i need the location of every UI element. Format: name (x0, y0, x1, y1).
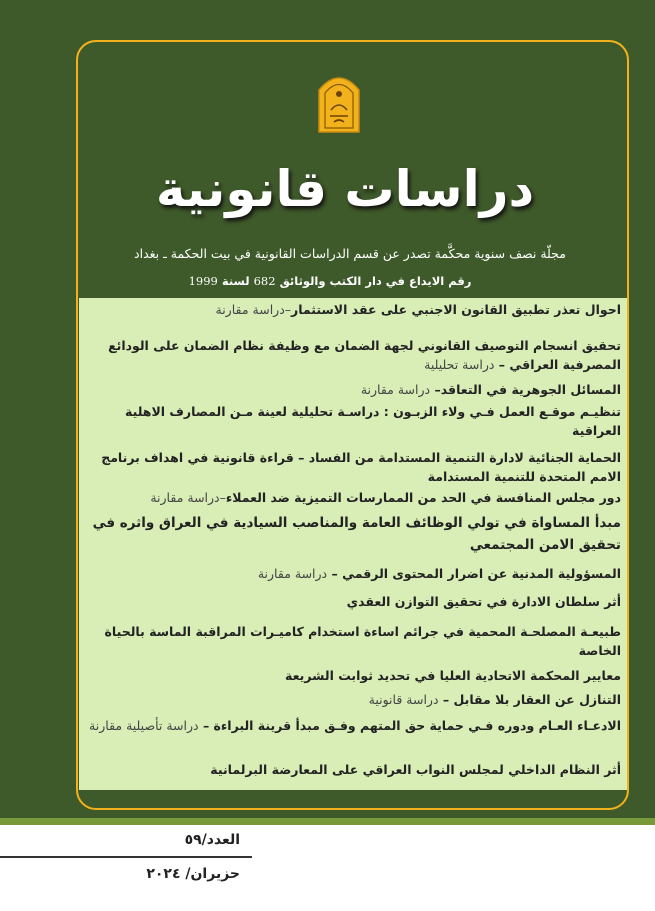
toc-entry-kind: دراسة مقارنة (360, 382, 431, 397)
toc-entry-title: التنازل عن العقار بلا مقابل – (442, 692, 621, 707)
toc-entry (83, 402, 621, 440)
toc-entry (83, 380, 621, 399)
issue-number: العدد/٥٩ (184, 832, 240, 848)
journal-title: دراسات قانونية (155, 160, 535, 218)
toc-entry-title: المسؤولية المدنية عن اضرار المحتوى الرقمي – (331, 566, 621, 581)
toc-entry-kind: دراسة قانونية (368, 692, 439, 707)
toc-entry (83, 690, 621, 709)
toc-entry-title: دور مجلس المنافسة في الحد من الممارسات التميزية ضد العملاء (225, 490, 621, 505)
deposit-line (120, 274, 540, 288)
toc-entry-title: أثر النظام الداخلي لمجلس النواب العراقي على المعارضة البرلمانية (210, 762, 621, 777)
toc-entry-title: احوال تعذر تطبيق القانون الاجنبي على عقد الاستثمار (291, 302, 621, 317)
toc-entry-title: تنظيـم موقـع العمل فـي ولاء الزبـون : دراسـة تحليلية لعينة مـن المصارف الاهلية العراقية (125, 404, 621, 438)
toc-entry-kind: –دراسة مقارنة (215, 302, 292, 317)
toc-entry-kind: دراسة تأصيلية مقارنة (89, 718, 199, 733)
toc-entry (83, 622, 621, 660)
toc-entry-title: المسائل الجوهرية في التعاقد– (434, 382, 621, 397)
deposit-year-label: لسنة (221, 274, 250, 288)
toc-entry-title: مبدأ المساواة في تولي الوظائف العامة والمناصب السيادية في العراق واثره في تحقيق الامن المجتمعي (92, 515, 621, 553)
toc-entry (83, 666, 621, 685)
toc-entry (83, 336, 621, 374)
toc-entry-title: طبيعـة المصلحـة المحمية في جرائم اساءة استخدام كاميـرات المراقبة الماسة بالحياة الخاصة (104, 624, 621, 658)
bayt-al-hikma-logo (316, 70, 362, 134)
toc-entry-title: الحماية الجنائية لادارة التنمية المستدامة من الفساد – قراءة قانونية في اهداف برنامج الامم المتحدة للتنمية المستدامة (101, 450, 621, 484)
table-of-contents (79, 298, 627, 790)
toc-entry (83, 760, 621, 779)
deposit-number: 682 (253, 274, 276, 288)
toc-entry-title: معايير المحكمة الاتحادية العليا في تحديد ثوابت الشريعة (285, 668, 621, 683)
toc-entry-kind: دراسة مقارنة (257, 566, 328, 581)
deposit-label: رقم الايداع في دار الكتب والوثائق (279, 274, 472, 288)
issue-date: حزيران/ ٢٠٢٤ (146, 866, 240, 882)
toc-entry-title: الادعـاء العـام ودوره فـي حماية حق المتهم وفـق مبدأ قرينة البراءة – (202, 718, 621, 733)
toc-entry (83, 592, 621, 611)
toc-entry-title: تحقيق انسجام التوصيف القانوني لجهة الضمان مع وظيفة نظام الضمان على الودائع المصرفية العراقي – (108, 338, 621, 372)
toc-entry (83, 512, 621, 556)
toc-entry (83, 300, 621, 319)
toc-entry-title: أثر سلطان الادارة في تحقيق التوازن العقدي (346, 594, 621, 609)
toc-entry (83, 448, 621, 486)
journal-subtitle: مجلّة نصف سنوية محكَّمة تصدر عن قسم الدراسات القانونية في بيت الحكمة ـ بغداد (134, 246, 566, 261)
toc-entry-kind: –دراسة مقارنة (150, 490, 226, 505)
divider (0, 856, 252, 858)
deposit-year: 1999 (188, 274, 218, 288)
toc-entry (83, 488, 621, 507)
toc-entry (83, 564, 621, 583)
toc-entry-kind: دراسة تحليلية (424, 357, 495, 372)
bottom-band (0, 818, 655, 825)
toc-entry (83, 716, 621, 735)
